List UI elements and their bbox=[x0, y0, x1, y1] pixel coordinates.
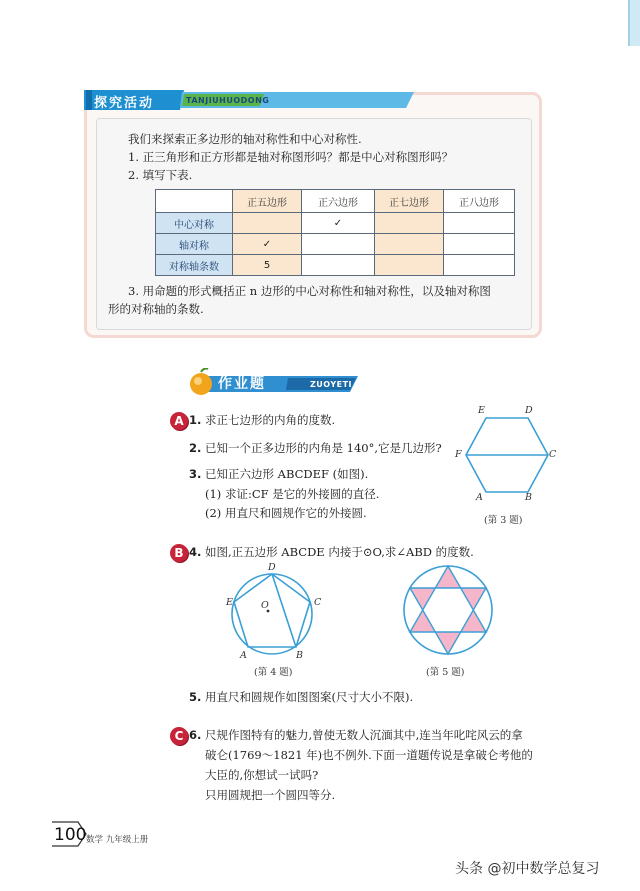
hexagon-label-e: E bbox=[478, 405, 485, 416]
hexagon-label-c: C bbox=[549, 449, 557, 460]
watermark: 头条 @初中数学总复习 bbox=[455, 861, 600, 877]
table-cell bbox=[375, 255, 444, 276]
column-header: 正七边形 bbox=[375, 190, 444, 213]
table-header-row bbox=[156, 190, 515, 213]
table-cell bbox=[302, 234, 375, 255]
table-cell bbox=[444, 213, 515, 234]
question-6-number: 6. bbox=[189, 728, 202, 742]
hexagon-label-f: F bbox=[455, 449, 462, 460]
pentagon-label-a: A bbox=[240, 650, 247, 661]
table-cell: ✓ bbox=[233, 234, 302, 255]
table-row bbox=[156, 234, 515, 255]
question-6-line-2: 破仑(1769～1821 年)也不例外.下面一道题传说是拿破仑考他的 bbox=[205, 748, 533, 762]
question-5-text: 用直尺和圆规作如图图案(尺寸大小不限). bbox=[205, 690, 414, 704]
pentagon-label-d: D bbox=[268, 562, 276, 573]
table-corner-cell bbox=[156, 190, 233, 213]
activity-title: 探究活动 bbox=[94, 96, 155, 111]
question-3-part-2: (2) 用直尺和圆规作它的外接圆. bbox=[205, 506, 367, 520]
question-3-number: 3. bbox=[189, 467, 202, 481]
activity-subtitle: TANJIUHUODONG bbox=[186, 96, 270, 105]
activity-question-2: 2. 填写下表. bbox=[128, 168, 193, 182]
section-b-badge: B bbox=[170, 544, 188, 562]
row-header: 对称轴条数 bbox=[156, 255, 233, 276]
figure-4-caption: (第 4 题) bbox=[254, 667, 293, 678]
hexagon-label-b: B bbox=[525, 492, 532, 503]
figure-5-caption: (第 5 题) bbox=[426, 667, 465, 678]
hexagram-circle-figure bbox=[400, 562, 496, 658]
book-title: 数学 九年级上册 bbox=[86, 835, 149, 845]
activity-question-1: 1. 正三角形和正方形都是轴对称图形吗？都是中心对称图形吗？ bbox=[128, 150, 454, 164]
table-row bbox=[156, 213, 515, 234]
table-cell: 5 bbox=[233, 255, 302, 276]
table-cell bbox=[233, 213, 302, 234]
table-row bbox=[156, 255, 515, 276]
question-3-part-1: (1) 求证:CF 是它的外接圆的直径. bbox=[205, 487, 380, 501]
hexagon-label-d: D bbox=[525, 405, 533, 416]
question-1-text: 求正七边形的内角的度数. bbox=[205, 413, 336, 427]
table-cell bbox=[444, 234, 515, 255]
question-6-line-1: 尺规作图特有的魅力,曾使无数人沉湎其中,连当年叱咤风云的拿 bbox=[205, 728, 523, 742]
section-a-badge: A bbox=[170, 412, 188, 430]
question-2-number: 2. bbox=[189, 441, 202, 455]
table-cell bbox=[302, 255, 375, 276]
column-header: 正八边形 bbox=[444, 190, 515, 213]
question-1-number: 1. bbox=[189, 413, 202, 427]
pentagon-label-o: O bbox=[261, 600, 269, 611]
table-cell bbox=[375, 234, 444, 255]
homework-subtitle: ZUOYETI bbox=[310, 380, 353, 389]
question-4-number: 4. bbox=[189, 545, 202, 559]
question-5-number: 5. bbox=[189, 690, 202, 704]
question-3-text: 已知正六边形 ABCDEF (如图). bbox=[205, 467, 369, 481]
column-header: 正五边形 bbox=[233, 190, 302, 213]
homework-title: 作业题 bbox=[218, 376, 266, 392]
activity-intro: 我们来探索正多边形的轴对称性和中心对称性. bbox=[128, 132, 362, 146]
activity-question-3-line-1: 3. 用命题的形式概括正 n 边形的中心对称性和轴对称性，以及轴对称图 bbox=[128, 284, 491, 298]
table-cell bbox=[444, 255, 515, 276]
question-4-text: 如图,正五边形 ABCDE 内接于⊙O,求∠ABD 的度数. bbox=[205, 545, 474, 559]
page-number: 100 bbox=[54, 825, 87, 845]
question-2-text: 已知一个正多边形的内角是 140°,它是几边形? bbox=[205, 441, 442, 455]
figure-3-caption: (第 3 题) bbox=[484, 515, 523, 526]
table-cell bbox=[375, 213, 444, 234]
column-header: 正六边形 bbox=[302, 190, 375, 213]
section-c-badge: C bbox=[170, 727, 188, 745]
hexagon-label-a: A bbox=[476, 492, 483, 503]
symmetry-table bbox=[155, 189, 515, 276]
row-header: 中心对称 bbox=[156, 213, 233, 234]
pentagon-label-e: E bbox=[226, 597, 233, 608]
pentagon-circle-figure bbox=[222, 564, 322, 664]
row-header: 轴对称 bbox=[156, 234, 233, 255]
table-cell: ✓ bbox=[302, 213, 375, 234]
question-6-line-4: 只用圆规把一个圆四等分. bbox=[205, 788, 336, 802]
pentagon-label-b: B bbox=[296, 650, 303, 661]
pentagon-label-c: C bbox=[314, 597, 322, 608]
page-edge-strip bbox=[628, 0, 640, 46]
activity-question-3-line-2: 形的对称轴的条数. bbox=[108, 302, 204, 316]
question-6-line-3: 大臣的,你想试一试吗? bbox=[205, 768, 319, 782]
